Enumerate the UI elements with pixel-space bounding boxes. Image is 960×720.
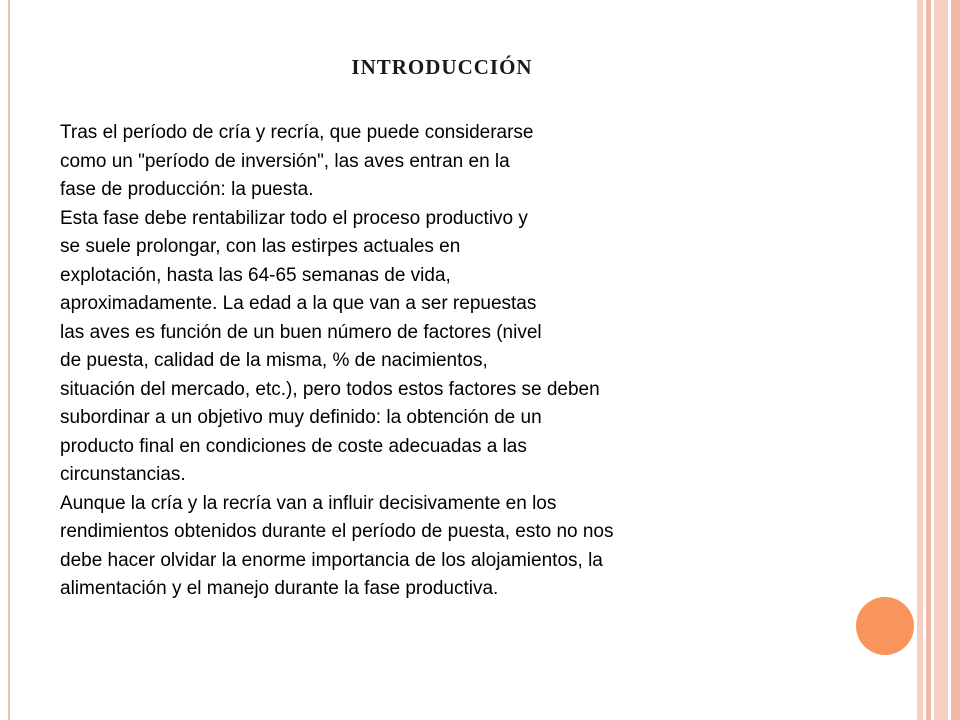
body-line: Aunque la cría y la recría van a influir decisivamente en los	[60, 492, 557, 514]
body-line: rendimientos obtenidos durante el período de puesta, esto no nos	[60, 521, 614, 542]
body-line: Tras el período de cría y recría, que puede considerarse	[60, 122, 534, 143]
left-frame-line	[8, 0, 10, 720]
body-line: producto final en condiciones de coste adecuadas a las	[60, 435, 527, 457]
body-line: debe hacer olvidar la enorme importancia de los alojamientos, la	[60, 549, 603, 571]
body-line: alimentación y el manejo durante la fase productiva.	[60, 578, 499, 599]
body-line: fase de producción: la puesta.	[60, 179, 314, 200]
body-line: situación del mercado, etc.), pero todos estos factores se deben	[60, 378, 600, 400]
right-stripe	[934, 0, 948, 720]
slide-title: INTRODUCCIÓN	[351, 55, 533, 79]
slide-body	[60, 119, 800, 604]
body-line: como un "período de inversión", las aves entran en la	[60, 150, 510, 172]
body-line: subordinar a un objetivo muy definido: la obtención de un	[60, 407, 542, 428]
body-line: las aves es función de un buen número de factores (nivel	[60, 321, 542, 343]
body-line: Esta fase debe rentabilizar todo el proceso productivo y	[60, 207, 528, 229]
body-line: se suele prolongar, con las estirpes actuales en	[60, 236, 461, 257]
body-line: de puesta, calidad de la misma, % de nacimientos,	[60, 350, 488, 371]
decorative-orange-circle	[856, 597, 914, 655]
body-line: aproximadamente. La edad a la que van a ser repuestas	[60, 293, 537, 314]
body-line: explotación, hasta las 64-65 semanas de vida,	[60, 264, 451, 286]
right-stripe	[951, 0, 960, 720]
body-line: circunstancias.	[60, 464, 186, 485]
